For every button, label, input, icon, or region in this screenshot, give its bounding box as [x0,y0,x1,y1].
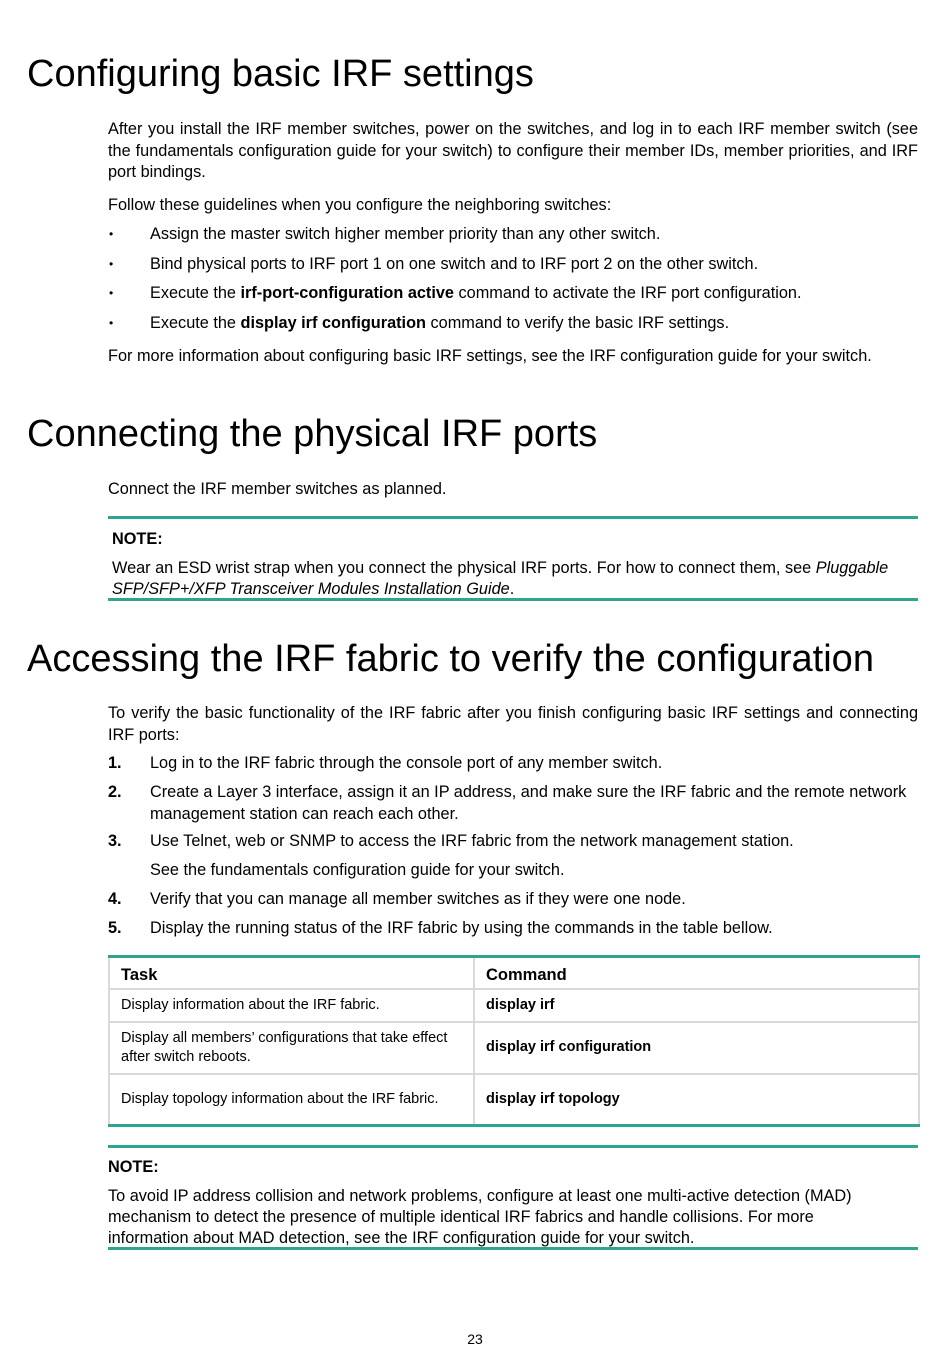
command-keyword: irf-port-configuration active [240,284,454,302]
bullet-item [108,283,918,305]
section1-more-info: For more information about configuring basic IRF settings, see the IRF configuration guide for your switch. [108,347,872,365]
step-number: 2. [108,783,122,801]
step-number: 5. [108,919,122,937]
bullet-icon: • [109,286,114,300]
bullet-item [108,224,918,246]
task-cell: Display information about the IRF fabric. [109,989,474,1022]
command-cell: display irf configuration [474,1022,919,1074]
step-text: Display the running status of the IRF fabric by using the commands in the table bellow. [150,919,773,937]
bullet-text-post: command to activate the IRF port configuration. [454,284,802,302]
note-text: Wear an ESD wrist strap when you connect the physical IRF ports. For how to connect them, see [112,559,812,577]
bullet-text-pre: Execute the [150,284,241,302]
bullet-icon: • [109,227,114,241]
column-header-command: Command [474,957,919,989]
section1-intro: After you install the IRF member switches, power on the switches, and log in to each IRF member switch (see the fundamentals configuration guide for your switch) to configure their member IDs, member priorities, and IRF port bindings. [108,120,918,181]
step-text: See the fundamentals configuration guide for your switch. [150,861,565,879]
command-table [108,955,920,1127]
step-text: Create a Layer 3 interface, assign it an IP address, and make sure the IRF fabric and the remote network management station can reach each other. [150,783,907,823]
step-text: Log in to the IRF fabric through the console port of any member switch. [150,754,663,772]
section-title-connecting-ports: Connecting the physical IRF ports [27,413,598,455]
table-header-row [109,957,919,989]
step-item [108,753,918,775]
bullet-icon: • [109,257,114,271]
column-header-task: Task [109,957,474,989]
bullet-text [150,313,918,335]
page-number: 23 [467,1331,483,1347]
bullet-text: Bind physical ports to IRF port 1 on one switch and to IRF port 2 on the other switch. [150,255,759,273]
table-row [109,1022,919,1074]
command-cell: display irf topology [474,1074,919,1126]
bullet-item [108,313,918,335]
command-keyword: display irf configuration [240,314,426,332]
section-title-configuring-basic-irf: Configuring basic IRF settings [27,53,534,95]
bullet-text [150,283,918,305]
note-body [112,558,910,600]
guide-reference: Pluggable SFP/SFP+/XFP Transceiver Modules Installation Guide [112,559,889,598]
step-number: 4. [108,890,122,908]
step-item [108,831,918,853]
step-item [108,918,918,940]
command-cell: display irf [474,989,919,1022]
note-title: NOTE: [108,1158,159,1176]
bullet-text-pre: Execute the [150,314,241,332]
step-item [108,889,918,911]
step-number: 1. [108,754,122,772]
section2-intro: Connect the IRF member switches as planned. [108,480,447,498]
bullet-icon: • [109,316,114,330]
task-cell: Display topology information about the IRF fabric. [109,1074,474,1126]
note-text-end: . [509,580,515,598]
table-row [109,989,919,1022]
section1-guidelines-intro: Follow these guidelines when you configure the neighboring switches: [108,196,612,214]
bullet-text: Assign the master switch higher member priority than any other switch. [150,225,661,243]
bullet-text-post: command to verify the basic IRF settings. [425,314,730,332]
section3-intro: To verify the basic functionality of the IRF fabric after you finish configuring basic IRF settings and connecting IRF ports: [108,704,918,744]
note-box [108,1145,918,1250]
note-box [108,516,918,601]
step-number: 3. [108,832,122,850]
step-text: Verify that you can manage all member switches as if they were one node. [150,890,686,908]
note-title: NOTE: [112,530,163,548]
step-item [108,782,918,825]
bullet-item [108,254,918,276]
table-row [109,1074,919,1126]
step-note [108,860,918,882]
note-body: To avoid IP address collision and network problems, configure at least one multi-active detection (MAD) mechanism to detect the presence of multiple identical IRF fabrics and handle collisions. For more information about MAD detection, see the IRF configuration guide for your switch. [108,1187,852,1247]
task-cell: Display all members’ configurations that take effect after switch reboots. [109,1022,474,1074]
section-title-accessing-irf: Accessing the IRF fabric to verify the configuration [27,638,874,680]
step-text: Use Telnet, web or SNMP to access the IRF fabric from the network management station. [150,832,794,850]
